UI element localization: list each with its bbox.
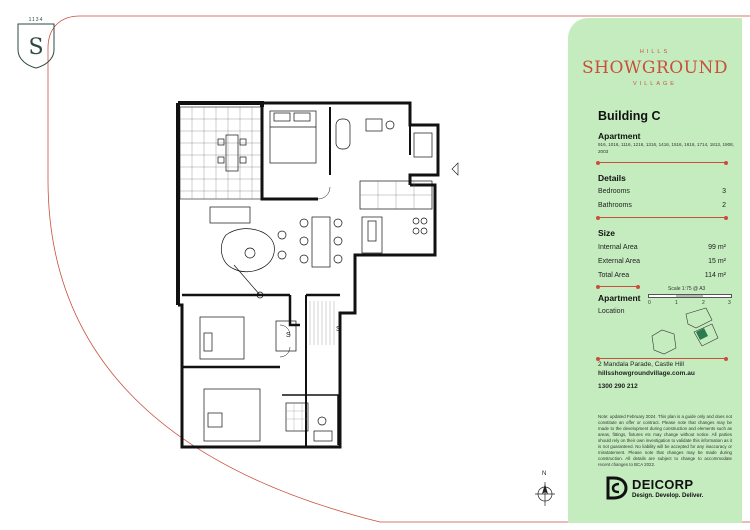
- location-label: Location: [598, 308, 625, 315]
- developer-name: DEICORP: [632, 477, 694, 492]
- total-area-value: 114 m²: [704, 272, 726, 279]
- svg-text:S: S: [336, 326, 341, 333]
- deicorp-logo-icon: [604, 475, 628, 501]
- external-area-label: External Area: [598, 258, 641, 265]
- north-label: N: [542, 471, 547, 477]
- total-area-label: Total Area: [598, 272, 630, 279]
- bathrooms-label: Bathrooms: [598, 202, 632, 209]
- info-panel: [568, 18, 742, 523]
- internal-area-label: Internal Area: [598, 244, 638, 251]
- logo-year: 1134: [28, 17, 44, 23]
- scale-tick: 1: [675, 300, 678, 306]
- location-heading: Apartment: [598, 293, 641, 303]
- internal-area-value: 99 m²: [708, 244, 726, 251]
- address: 2 Mandala Parade, Castle Hill: [598, 361, 684, 368]
- scale-tick: 2: [702, 300, 705, 306]
- building-title: Building C: [598, 109, 661, 123]
- bedrooms-label: Bedrooms: [598, 188, 630, 195]
- size-heading: Size: [598, 228, 616, 238]
- scale-bar: [648, 294, 732, 298]
- apartment-numbers: 916, 1016, 1116, 1216, 1316, 1416, 1516, 1616, 1714, 1813, 1908, 2003: [598, 142, 734, 154]
- phone-number[interactable]: 1300 290 212: [598, 383, 638, 390]
- website-link[interactable]: hillsshowgroundvillage.com.au: [598, 370, 695, 377]
- svg-text:S: S: [286, 332, 291, 339]
- details-heading: Details: [598, 173, 626, 183]
- divider: [598, 162, 726, 163]
- north-arrow-icon: [532, 472, 558, 508]
- floor-plan: [170, 95, 470, 455]
- scale-tick: 0: [648, 300, 651, 306]
- developer-tagline: Design. Develop. Deliver.: [632, 493, 704, 499]
- brand-bottom: VILLAGE: [633, 81, 677, 87]
- brand-top: HILLS: [639, 49, 671, 55]
- divider: [598, 358, 726, 359]
- apartment-heading: Apartment: [598, 131, 641, 141]
- scale-label: Scale 1:75 @ A3: [668, 286, 706, 292]
- location-key-plan: [646, 306, 734, 358]
- svg-text:S: S: [28, 35, 44, 60]
- brand-logo: [14, 14, 58, 70]
- bathrooms-value: 2: [722, 202, 726, 209]
- divider: [598, 217, 726, 218]
- scale-tick: 3: [728, 300, 731, 306]
- external-area-value: 15 m²: [708, 258, 726, 265]
- bedrooms-value: 3: [722, 188, 726, 195]
- disclaimer: Note: updated February 2024. This plan is a guide only and does not constitute an offer or contract. Please note that changes may be made to the development during construction and elements such as areas, fittings, fixtures etc may change without notice. All parties should rely on their own investigation to validate this information as it is not guaranteed. No liability will be accepted for any inaccuracy or misstatement. Please note that changes may be made during construction. All details are subject to change to accommodate recent changes to BCA 2022.: [598, 414, 732, 467]
- brand-name: SHOWGROUND: [581, 58, 729, 78]
- divider: [598, 286, 638, 287]
